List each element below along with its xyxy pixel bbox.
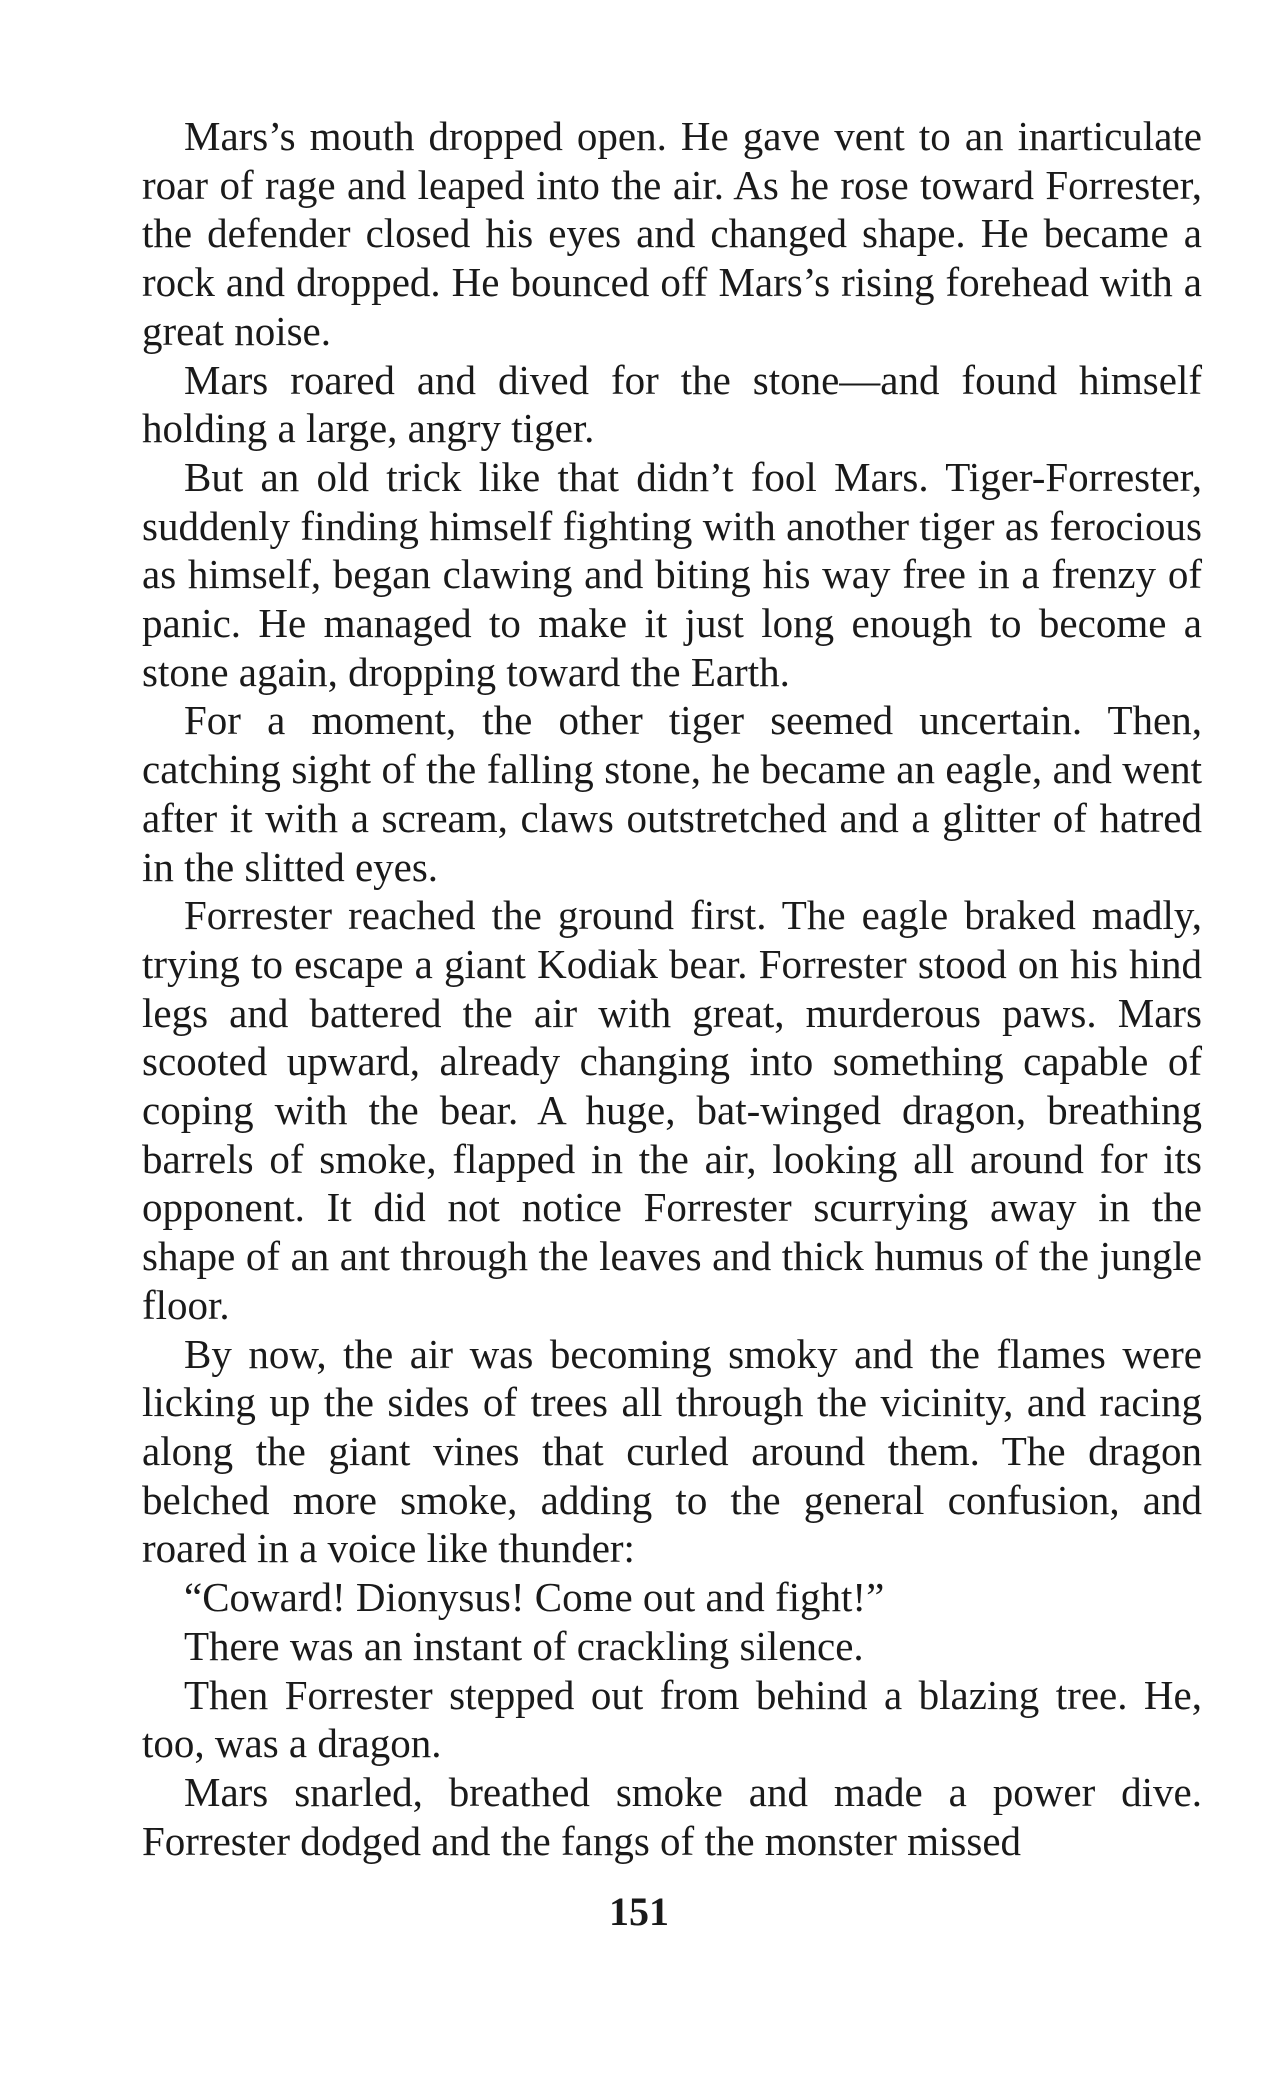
paragraph: “Coward! Dionysus! Come out and fight!” xyxy=(184,1574,885,1621)
paragraph: There was an instant of crackling silence. xyxy=(184,1622,864,1669)
paragraph: Mars roared and dived for the stone—and found himself holding a large, angry tiger. xyxy=(142,356,1202,452)
paragraph: Mars’s mouth dropped open. He gave vent to an inarticulate roar of rage and leaped into the air. As he rose toward Forrester, the defender closed his eyes and changed shape. He became a rock and dropped. He bounced off Mars’s rising forehead with a great noise. xyxy=(142,113,1202,354)
paragraph: By now, the air was becoming smoky and the flames were licking up the sides of trees all through the vicinity, and racing along the giant vines that curled around them. The dragon belched more smoke, adding to the general confusion, and roared in a voice like thunder: xyxy=(142,1330,1202,1572)
paragraph: Then Forrester stepped out from behind a blazing tree. He, too, was a dragon. xyxy=(142,1671,1202,1767)
paragraph: Mars snarled, breathed smoke and made a power dive. Forrester dodged and the fangs of the monster missed xyxy=(142,1768,1202,1864)
paragraph: For a moment, the other tiger seemed uncertain. Then, catching sight of the falling stone, he became an eagle, and went after it with a scream, claws outstretched and a glitter of hatred in the slitted eyes. xyxy=(142,697,1202,890)
body-text xyxy=(142,112,1202,1865)
paragraph: But an old trick like that didn’t fool Mars. Tiger-Forrester, suddenly finding himself fighting with another tiger as ferocious as himself, began clawing and biting his way free in a frenzy of panic. He managed to make it just long enough to become a stone again, dropping toward the Earth. xyxy=(142,453,1202,695)
page-number: 151 xyxy=(609,1889,669,1934)
paragraph: Forrester reached the ground first. The eagle braked madly, trying to escape a giant Kodiak bear. Forrester stood on his hind legs and battered the air with great, murderous paws. Mars scooted upward, already changing into something capable of coping with the bear. A huge, bat-winged dragon, breathing barrels of smoke, flapped in the air, looking all around for its opponent. It did not notice Forrester scurrying away in the shape of an ant through the leaves and thick humus of the jungle floor. xyxy=(142,892,1202,1328)
